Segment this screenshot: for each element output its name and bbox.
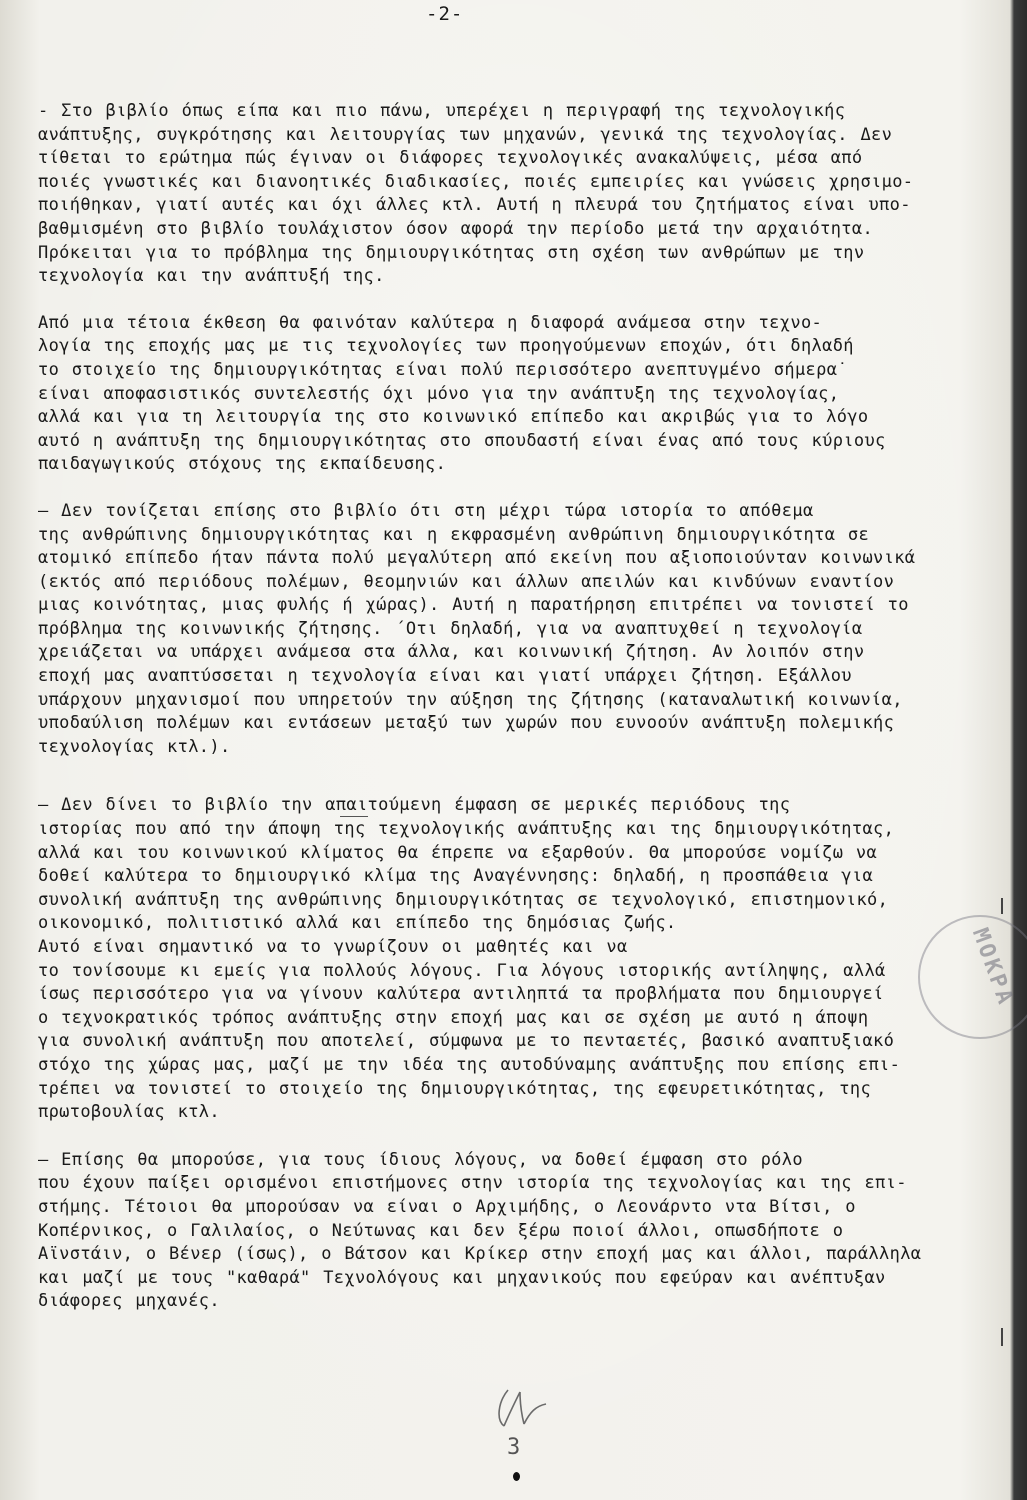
paragraph-creativity-difference: Από μια τέτοια έκθεση θα φαινόταν καλύτερα η διαφορά ανάμεσα στην τεχνο- λογία της εποχής μας με τις τεχνολογίες των προηγούμενων εποχών, ότι δηλαδή το στοιχείο της δημιουργικότητας είναι πολύ περισσότερο ανεπτυγμένο σήμερα˙ είναι αποφασιστικός συντελεστής όχι μόνο για την ανάπτυξη της τεχνολογίας, αλλά και για τη λειτουργία της στο κοινωνικό επίπεδο και ακριβώς για το λόγο αυτό η ανάπτυξη της δημιουργικότητας στο σπουδαστή είναι ένας από τους κύριους παιδαγωγικούς στόχους της εκπαίδευσης. bbox=[38, 312, 886, 475]
separator-line bbox=[340, 816, 368, 817]
margin-mark bbox=[1001, 1328, 1003, 1346]
document-body bbox=[38, 100, 988, 1314]
paragraph-scientists-role: – Επίσης θα μπορούσε, για τους ίδιους λόγους, να δοθεί έμφαση στο ρόλο που έχουν παίξει ορισμένοι επιστήμονες στην ιστορία της τεχνολογίας και της επι- στήμης. Τέτοιοι θα μπορούσαν να είναι ο Αρχιμήδης, ο Λεονάρντο ντα Βίτσι, ο Κοπέρνικος, ο Γαλιλαίος, ο Νεύτωνας και δεν ξέρω ποιοί άλλοι, οπωσδήποτε ο Αϊνστάιν, ο Βένερ (ίσως), ο Βάτσον και Κρίκερ στην εποχή μας και άλλοι, παράλληλα και μαζί με τους "καθαρά" Τεχνολόγους και μηχανικούς που εφεύραν και ανέπτυξαν διάφορες μηχανές. bbox=[38, 1149, 922, 1312]
paragraph-technology-description: - Στο βιβλίο όπως είπα και πιο πάνω, υπερέχει η περιγραφή της τεχνολογικής ανάπτυξης, συγκρότησης και λειτουργίας των μηχανών, γενικά της τεχνολογίας. Δεν τίθεται το ερώτημα πώς έγιναν οι διάφορες τεχνολογικές ανακαλύψεις, μέσα από ποιές γνωστικές και διανοητικές διαδικασίες, ποιές εμπειρίες και γνώσεις χρησιμο- ποιήθηκαν, γιατί αυτές και όχι άλλες κτλ. Αυτή η πλευρά του ζητήματος είναι υπο- βαθμισμένη στο βιβλίο τουλάχιστον όσον αφορά την περίοδο μετά την αρχαιότητα. Πρόκειται για το πρόβλημα της δημιουργικότητας στη σχέση των ανθρώπων με την τεχνολογία και την ανάπτυξή της. bbox=[38, 101, 914, 287]
paragraph-social-demand: – Δεν τονίζεται επίσης στο βιβλίο ότι στη μέχρι τώρα ιστορία το απόθεμα της ανθρώπινης δημιουργικότητας και η εκφρασμένη ανθρώπινη δημιουργικότητα σε ατομικό επίπεδο ήταν πάντα πολύ μεγαλύτερη από εκείνη που αξιοποιούνταν κοινωνικά (εκτός από περιόδους πολέμων, θεομηνιών και άλλων απειλών και κινδύνων εναντίον μιας κοινότητας, μιας φυλής ή χώρας). Αυτή η παρατήρηση επιτρέπει να τονιστεί το πρόβλημα της κοινωνικής ζήτησης. ΄Οτι δηλαδή, για να αναπτυχθεί η τεχνολογία χρειάζεται να υπάρχει ανάμεσα στα άλλα, και κοινωνική ζήτηση. Αν λοιπόν στην εποχή μας αναπτύσσεται η τεχνολογία είναι και γιατί υπάρχει ζήτηση. Εξάλλου υπάρχουν μηχανισμοί που υπηρετούν την αύξηση της ζήτησης (καταναλωτική κοινωνία, υποδαύλιση πολέμων και εντάσεων μεταξύ των χωρών που ευνοούν ανάπτυξη πολεμικής τεχνολογίας κτλ.). bbox=[38, 500, 916, 757]
page-number: -2- bbox=[426, 3, 464, 25]
margin-mark bbox=[1001, 898, 1003, 914]
ink-dot bbox=[513, 1472, 520, 1481]
handwritten-signature-icon bbox=[490, 1382, 550, 1432]
paragraph-renaissance-emphasis: – Δεν δίνει το βιβλίο την απαιτούμενη έμφαση σε μερικές περιόδους της ιστορίας που από την άποψη της τεχνολογικής ανάπτυξης και της δημιουργικότητας, αλλά και του κοινωνικού κλίματος θα έπρεπε να εξαρθούν. Θα μπορούσε νομίζω να δοθεί καλύτερα το δημιουργικό κλίμα της Αναγέννησης: δηλαδή, η προσπάθεια για συνολική ανάπτυξη της ανθρώπινης δημιουργικότητας σε τεχνολογικό, επιστημονικό, οικονομικό, πολιτιστικό αλλά και επίπεδο της δημόσιας ζωής. Αυτό είναι σημαντικό να το γνωρίζουν οι μαθητές και να το τονίσουμε κι εμείς για πολλούς λόγους. Για λόγους ιστορικής αντίληψης, αλλά ίσως περισσότερο για να γίνουν καλύτερα αντιληπτά τα προβλήματα που δημιουργεί ο τεχνοκρατικός τρόπος ανάπτυξης στην εποχή μας και σε σχέση με αυτό η άποψη για συνολική ανάπτυξη που αποτελεί, σύμφωνα με το πενταετές, βασικό αναπτυξιακό στόχο της χώρας μας, μαζί με την ιδέα της αυτοδύναμης ανάπτυξης που επίσης επι- τρέπει να τονιστεί το στοιχείο της δημιουργικότητας, της εφευρετικότητας, της πρωτοβουλίας κτλ. bbox=[38, 795, 901, 1123]
footer-mark: 3 bbox=[507, 1435, 521, 1460]
stamp-text: ΜΟΚΡΑ bbox=[966, 925, 1019, 1010]
